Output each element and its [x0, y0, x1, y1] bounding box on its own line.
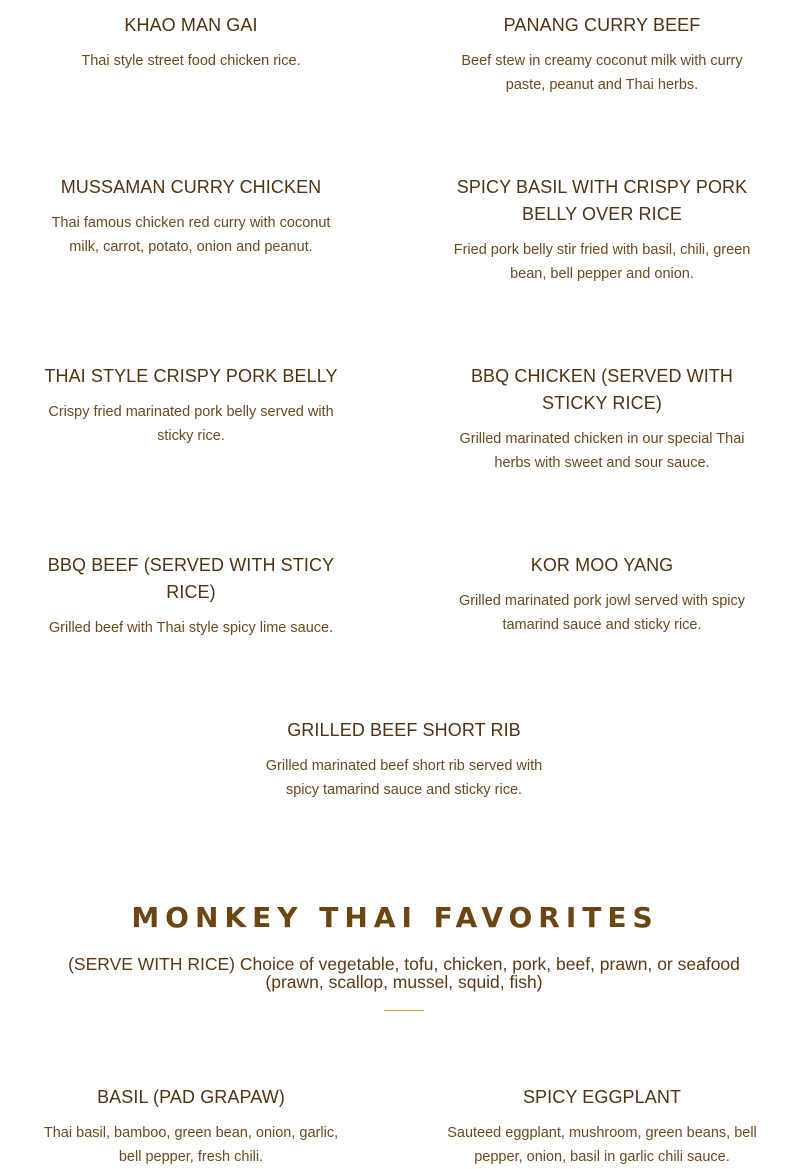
menu-item-description: Grilled marinated beef short rib served with spicy tamarind sauce and sticky rice.	[265, 758, 543, 798]
menu-item-title: THAI STYLE CRISPY PORK BELLY	[44, 366, 338, 386]
menu-item-mussaman-curry-chicken	[36, 174, 346, 259]
menu-item-spicy-eggplant	[447, 1084, 757, 1169]
section-title: MONKEY THAI FAVORITES	[131, 901, 659, 934]
menu-item-kor-moo-yang	[447, 552, 757, 637]
menu-item-title: BBQ BEEF (SERVED WITH STICY RICE)	[47, 555, 335, 602]
section-subtitle-line-2: (prawn, scallop, mussel, squid, fish)	[265, 972, 543, 992]
menu-item-title: KOR MOO YANG	[530, 555, 674, 575]
menu-item-thai-style-crispy-pork-belly	[36, 363, 346, 448]
menu-item-description: Thai famous chicken red curry with coconut milk, carrot, potato, onion and peanut.	[51, 215, 331, 255]
menu-item-description: Sauteed eggplant, mushroom, green beans, bell pepper, onion, basil in garlic chili sauce.	[447, 1125, 757, 1165]
menu-item-description: Beef stew in creamy coconut milk with curry paste, peanut and Thai herbs.	[461, 53, 743, 93]
menu-item-bbq-beef	[36, 552, 346, 640]
section-subtitle-line-1: (SERVE WITH RICE) Choice of vegetable, tofu, chicken, pork, beef, prawn, or seafood	[68, 954, 740, 974]
menu-item-description: Crispy fried marinated pork belly served with sticky rice.	[48, 404, 334, 444]
menu-item-title: BBQ CHICKEN (SERVED WITH STICKY RICE)	[470, 366, 734, 413]
menu-item-description: Thai style street food chicken rice.	[81, 53, 301, 69]
menu-item-bbq-chicken	[447, 363, 757, 475]
menu-item-title: BASIL (PAD GRAPAW)	[97, 1087, 285, 1107]
menu-item-grilled-beef-short-rib	[249, 717, 559, 802]
menu-item-description: Grilled marinated pork jowl served with spicy tamarind sauce and sticky rice.	[458, 593, 746, 633]
menu-item-description: Grilled marinated chicken in our special Thai herbs with sweet and sour sauce.	[459, 431, 745, 471]
menu-item-title: MUSSAMAN CURRY CHICKEN	[60, 177, 322, 197]
section-divider	[384, 1010, 424, 1011]
menu-item-spicy-basil-pork-belly	[447, 174, 757, 286]
menu-item-description: Fried pork belly stir fried with basil, chili, green bean, bell pepper and onion.	[453, 242, 751, 282]
menu-item-khao-man-gai	[36, 12, 346, 73]
menu-item-description: Grilled beef with Thai style spicy lime sauce.	[48, 620, 334, 636]
menu-item-description: Thai basil, bamboo, green bean, onion, garlic, bell pepper, fresh chili.	[43, 1125, 339, 1165]
menu-item-title: KHAO MAN GAI	[124, 15, 258, 35]
menu-item-basil-pad-grapaw	[36, 1084, 346, 1169]
menu-item-panang-curry-beef	[447, 12, 757, 97]
menu-item-title: GRILLED BEEF SHORT RIB	[287, 720, 521, 740]
menu-item-title: SPICY BASIL WITH CRISPY PORK BELLY OVER RICE	[456, 177, 748, 224]
menu-item-title: PANANG CURRY BEEF	[503, 15, 701, 35]
section-subtitle	[40, 955, 768, 991]
menu-item-title: SPICY EGGPLANT	[522, 1087, 682, 1107]
